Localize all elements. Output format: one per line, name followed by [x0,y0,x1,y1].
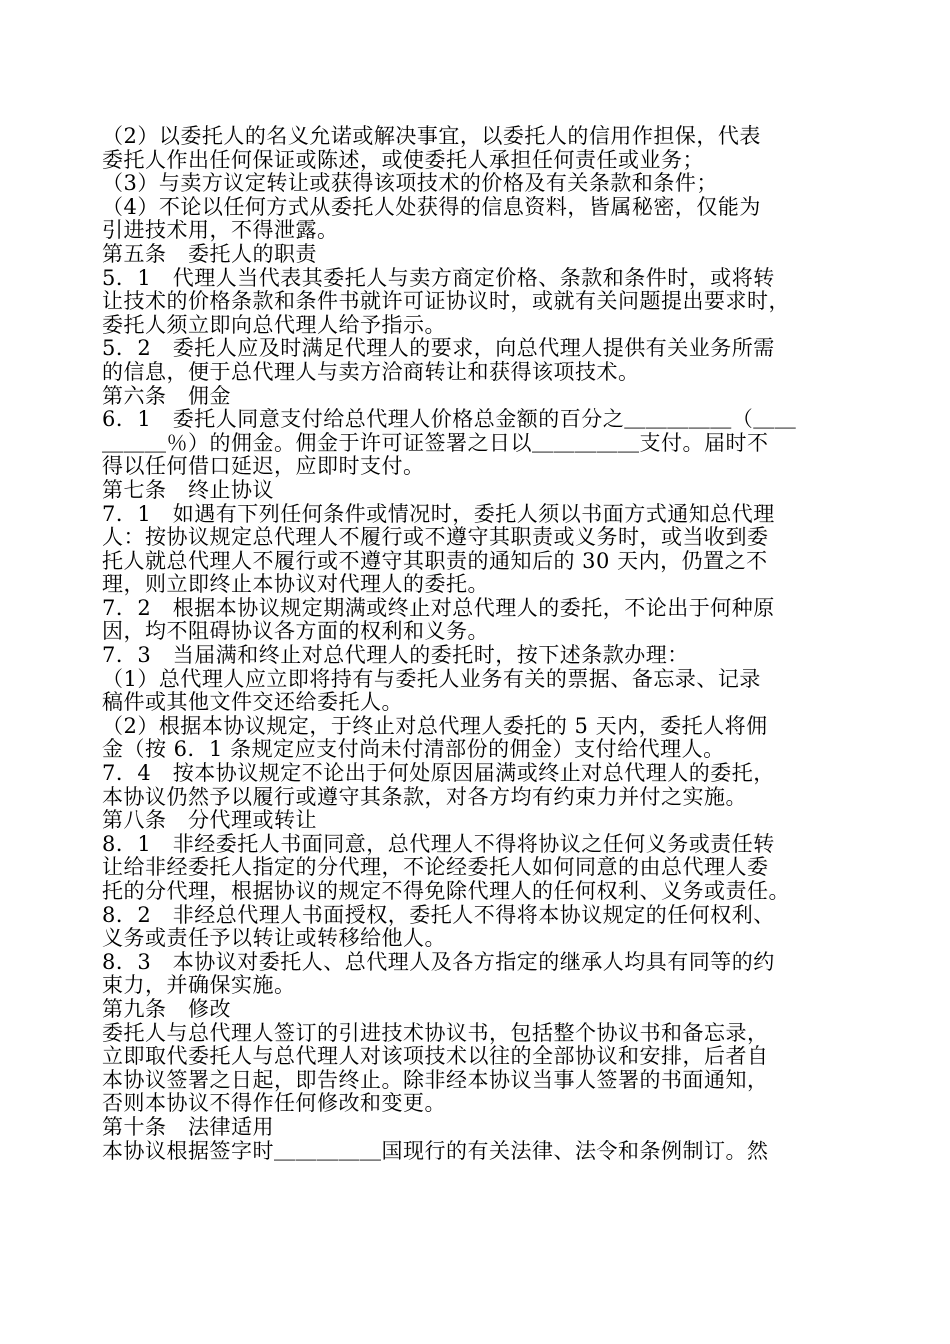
text-line: 8．2 非经总代理人书面授权，委托人不得将本协议规定的任何权利、 [102,902,775,927]
text-line: 5．1 代理人当代表其委托人与卖方商定价格、条款和条件时，或将转 [102,265,775,290]
document-page [102,125,850,1163]
text-line: 义务或责任予以转让或转移给他人。 [102,926,446,951]
text-line: 本协议根据签字时＿＿＿＿＿国现行的有关法律、法令和条例制订。然 [102,1138,769,1163]
text-line: 委托人与总代理人签订的引进技术协议书，包括整个协议书和备忘录， [102,1020,769,1045]
text-line: 束力，并确保实施。 [102,973,296,998]
text-line: 5．2 委托人应及时满足代理人的要求，向总代理人提供有关业务所需 [102,336,775,361]
section-heading: 第十条 法律适用 [102,1114,274,1139]
text-line: 人：按协议规定总代理人不履行或不遵守其职责或义务时，或当收到委 [102,525,769,550]
text-line: 8．3 本协议对委托人、总代理人及各方指定的继承人均具有同等的约 [102,949,775,974]
text-line: 让给非经委托人指定的分代理，不论经委托人如何同意的由总代理人委 [102,855,769,880]
text-line: 引进技术用，不得泄露。 [102,218,339,243]
text-line: （2）根据本协议规定，于终止对总代理人委托的 5 天内，委托人将佣 [102,713,768,738]
text-line: 6．1 委托人同意支付给总代理人价格总金额的百分之＿＿＿＿＿（＿＿ [102,407,797,432]
text-line: 金（按 6．1 条规定应支付尚未付清部份的佣金）支付给代理人。 [102,737,725,762]
text-line: 7．1 如遇有下列任何条件或情况时，委托人须以书面方式通知总代理 [102,501,775,526]
section-heading: 第六条 佣金 [102,383,231,408]
text-line: 托人就总代理人不履行或不遵守其职责的通知后的 30 天内，仍置之不 [102,548,768,573]
section-heading: 第五条 委托人的职责 [102,241,317,266]
text-line: 7．4 按本协议规定不论出于何处原因届满或终止对总代理人的委托， [102,761,775,786]
text-line: （3）与卖方议定转让或获得该项技术的价格及有关条款和条件； [102,171,718,196]
text-line: 的信息，便于总代理人与卖方洽商转让和获得该项技术。 [102,359,640,384]
text-line: 7．2 根据本协议规定期满或终止对总代理人的委托，不论出于何种原 [102,595,775,620]
text-line: （4）不论以任何方式从委托人处获得的信息资料，皆属秘密，仅能为 [102,194,761,219]
section-heading: 第九条 修改 [102,996,231,1021]
text-line: 本协议签署之日起，即告终止。除非经本协议当事人签署的书面通知， [102,1067,769,1092]
text-line: （2）以委托人的名义允诺或解决事宜，以委托人的信用作担保，代表 [102,124,761,148]
text-line: 7．3 当届满和终止对总代理人的委托时，按下述条款办理： [102,643,689,668]
text-line: 因，均不阻碍协议各方面的权利和义务。 [102,619,489,644]
text-line: （1）总代理人应立即将持有与委托人业务有关的票据、备忘录、记录 [102,666,761,691]
text-line: 立即取代委托人与总代理人对该项技术以往的全部协议和安排，后者自 [102,1044,769,1069]
text-line: 托的分代理，根据协议的规定不得免除代理人的任何权利、义务或责任。 [102,879,790,903]
text-line: 委托人作出任何保证或陈述，或使委托人承担任何责任或业务； [102,147,704,172]
text-line: 委托人须立即向总代理人给予指示。 [102,312,446,337]
text-line: 让技术的价格条款和条件书就许可证协议时，或就有关问题提出要求时， [102,289,790,314]
section-heading: 第八条 分代理或转让 [102,808,317,833]
text-line: 稿件或其他文件交还给委托人。 [102,690,403,715]
text-line: ＿＿＿％）的佣金。佣金于许可证签署之日以＿＿＿＿＿支付。届时不 [102,430,769,455]
text-line: 得以任何借口延迟，应即时支付。 [102,454,425,479]
text-line: 8．1 非经委托人书面同意，总代理人不得将协议之任何义务或责任转 [102,831,775,856]
section-heading: 第七条 终止协议 [102,477,274,502]
text-line: 理，则立即终止本协议对代理人的委托。 [102,572,489,597]
text-line: 否则本协议不得作任何修改和变更。 [102,1091,446,1116]
text-line: 本协议仍然予以履行或遵守其条款，对各方均有约束力并付之实施。 [102,784,747,809]
